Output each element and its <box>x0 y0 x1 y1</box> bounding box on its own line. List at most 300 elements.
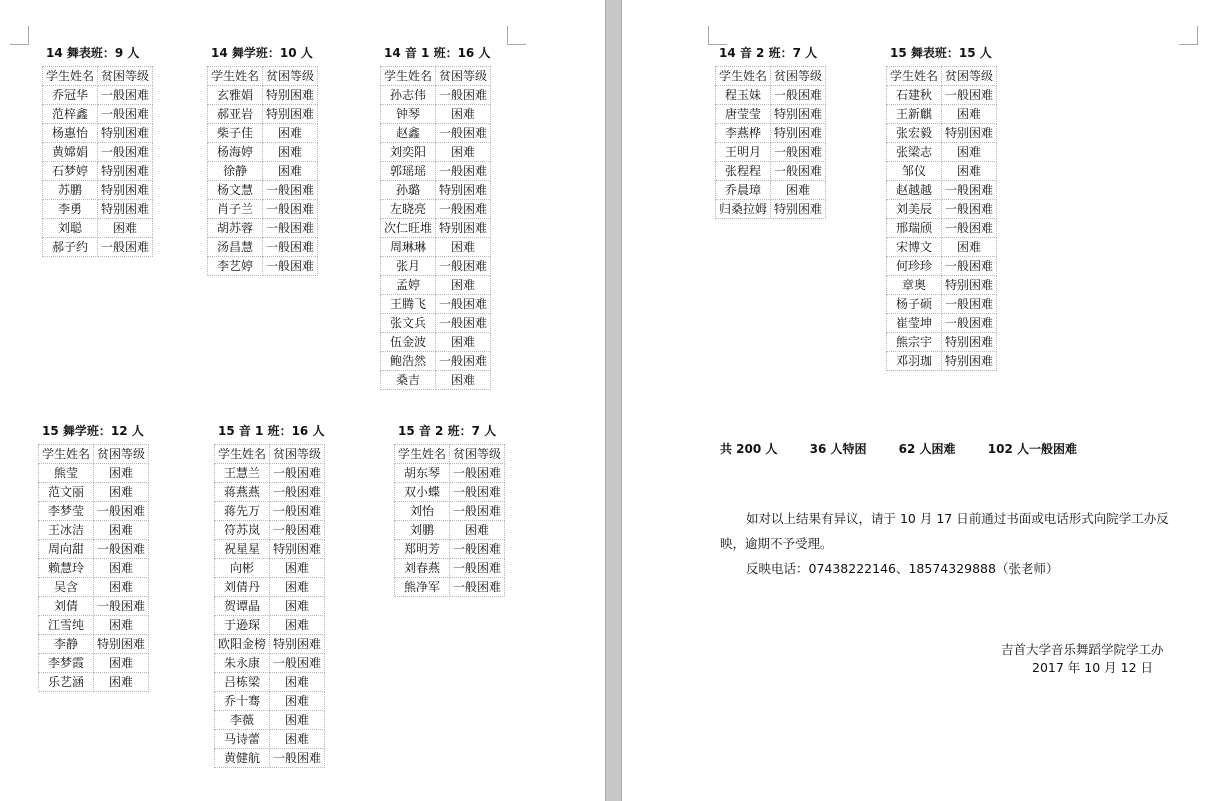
summary-line <box>720 440 1105 457</box>
poverty-level-cell: 困难 <box>942 238 997 257</box>
table-row <box>887 333 997 352</box>
student-name-cell: 欧阳金榜 <box>215 635 270 654</box>
poverty-level-cell: 特别困难 <box>98 124 153 143</box>
table-row <box>381 238 491 257</box>
header-poverty-level: 贫困等级 <box>94 445 149 464</box>
student-name-cell: 邓羽珈 <box>887 352 942 371</box>
student-name-cell: 柴子佳 <box>208 124 263 143</box>
student-name-cell: 章奥 <box>887 276 942 295</box>
poverty-level-cell: 一般困难 <box>450 464 505 483</box>
document-page-right <box>622 0 1222 801</box>
header-poverty-level: 贫困等级 <box>450 445 505 464</box>
student-name-cell: 鲍浩然 <box>381 352 436 371</box>
table-row <box>215 711 325 730</box>
poverty-level-cell: 一般困难 <box>263 181 318 200</box>
student-name-cell: 王腾飞 <box>381 295 436 314</box>
poverty-level-cell: 一般困难 <box>270 483 325 502</box>
poverty-level-cell: 特别困难 <box>942 276 997 295</box>
table-row <box>208 124 318 143</box>
student-name-cell: 左晓亮 <box>381 200 436 219</box>
student-name-cell: 杨海婷 <box>208 143 263 162</box>
poverty-level-cell: 困难 <box>942 162 997 181</box>
table-row <box>381 181 491 200</box>
table-row <box>716 124 826 143</box>
table-row <box>208 238 318 257</box>
table-row <box>887 238 997 257</box>
poverty-level-cell: 困难 <box>94 464 149 483</box>
poverty-level-cell: 困难 <box>263 143 318 162</box>
student-name-cell: 熊净军 <box>395 578 450 597</box>
table-row <box>215 502 325 521</box>
student-name-cell: 乔冠华 <box>43 86 98 105</box>
poverty-level-cell: 一般困难 <box>771 143 826 162</box>
poverty-level-cell: 一般困难 <box>436 86 491 105</box>
summary-hard: 62 人困难 <box>898 442 956 456</box>
table-row <box>887 352 997 371</box>
roster-table <box>38 444 149 692</box>
poverty-level-cell: 一般困难 <box>450 540 505 559</box>
table-row <box>39 502 149 521</box>
student-name-cell: 刘奕阳 <box>381 143 436 162</box>
student-name-cell: 吴含 <box>39 578 94 597</box>
student-name-cell: 刘倩 <box>39 597 94 616</box>
poverty-level-cell: 困难 <box>98 219 153 238</box>
class-block-15-dance-study <box>38 422 149 692</box>
header-poverty-level: 贫困等级 <box>942 67 997 86</box>
student-name-cell: 石建秋 <box>887 86 942 105</box>
poverty-level-cell: 困难 <box>270 711 325 730</box>
table-row <box>381 333 491 352</box>
student-name-cell: 汤昌慧 <box>208 238 263 257</box>
poverty-level-cell: 一般困难 <box>436 352 491 371</box>
class-title: 15 音 2 班：7 人 <box>398 424 497 438</box>
table-row <box>381 200 491 219</box>
student-name-cell: 孙志伟 <box>381 86 436 105</box>
student-name-cell: 刘聪 <box>43 219 98 238</box>
header-poverty-level: 贫困等级 <box>771 67 826 86</box>
table-row <box>215 730 325 749</box>
table-row <box>716 200 826 219</box>
table-row <box>381 295 491 314</box>
student-name-cell: 郭瑶瑶 <box>381 162 436 181</box>
class-block-14-dance-study <box>207 44 318 276</box>
student-name-cell: 黄嫦娟 <box>43 143 98 162</box>
table-row <box>716 105 826 124</box>
class-title: 14 音 2 班：7 人 <box>719 46 818 60</box>
student-name-cell: 李梦霞 <box>39 654 94 673</box>
poverty-level-cell: 困难 <box>436 371 491 390</box>
poverty-level-cell: 一般困难 <box>98 143 153 162</box>
poverty-level-cell: 一般困难 <box>436 124 491 143</box>
class-block-15-music-1 <box>214 422 325 768</box>
table-row <box>887 105 997 124</box>
poverty-level-cell: 困难 <box>436 238 491 257</box>
table-row <box>887 200 997 219</box>
notice-paragraph <box>720 506 1190 581</box>
table-row <box>39 578 149 597</box>
table-header-row <box>43 67 153 86</box>
student-name-cell: 吕栋梁 <box>215 673 270 692</box>
student-name-cell: 蒋燕燕 <box>215 483 270 502</box>
table-row <box>215 483 325 502</box>
student-name-cell: 孟婷 <box>381 276 436 295</box>
poverty-level-cell: 困难 <box>270 578 325 597</box>
poverty-level-cell: 一般困难 <box>942 314 997 333</box>
table-row <box>887 219 997 238</box>
poverty-level-cell: 困难 <box>942 105 997 124</box>
table-row <box>381 162 491 181</box>
summary-total: 共 200 人 <box>720 442 778 456</box>
table-row <box>381 86 491 105</box>
table-row <box>215 654 325 673</box>
table-row <box>39 635 149 654</box>
table-row <box>43 143 153 162</box>
poverty-level-cell: 困难 <box>270 730 325 749</box>
table-row <box>381 105 491 124</box>
student-name-cell: 何珍珍 <box>887 257 942 276</box>
header-student-name: 学生姓名 <box>887 67 942 86</box>
poverty-level-cell: 一般困难 <box>436 200 491 219</box>
roster-table <box>380 66 491 390</box>
poverty-level-cell: 一般困难 <box>270 521 325 540</box>
poverty-level-cell: 一般困难 <box>450 483 505 502</box>
poverty-level-cell: 困难 <box>94 578 149 597</box>
header-student-name: 学生姓名 <box>381 67 436 86</box>
table-row <box>215 635 325 654</box>
student-name-cell: 徐静 <box>208 162 263 181</box>
poverty-level-cell: 困难 <box>94 616 149 635</box>
student-name-cell: 熊莹 <box>39 464 94 483</box>
poverty-level-cell: 困难 <box>942 143 997 162</box>
table-row <box>39 540 149 559</box>
table-row <box>208 219 318 238</box>
table-row <box>208 200 318 219</box>
table-header-row <box>381 67 491 86</box>
table-row <box>887 162 997 181</box>
student-name-cell: 范文丽 <box>39 483 94 502</box>
header-student-name: 学生姓名 <box>39 445 94 464</box>
table-row <box>381 143 491 162</box>
table-row <box>208 143 318 162</box>
poverty-level-cell: 一般困难 <box>436 257 491 276</box>
student-name-cell: 黄健航 <box>215 749 270 768</box>
table-row <box>39 654 149 673</box>
student-name-cell: 向彬 <box>215 559 270 578</box>
student-name-cell: 刘美辰 <box>887 200 942 219</box>
student-name-cell: 王明月 <box>716 143 771 162</box>
poverty-level-cell: 特别困难 <box>270 635 325 654</box>
table-row <box>208 181 318 200</box>
notice-line-2: 映，逾期不予受理。 <box>720 536 833 551</box>
student-name-cell: 周琳琳 <box>381 238 436 257</box>
poverty-level-cell: 特别困难 <box>771 105 826 124</box>
student-name-cell: 钟琴 <box>381 105 436 124</box>
table-row <box>395 540 505 559</box>
poverty-level-cell: 困难 <box>270 692 325 711</box>
poverty-level-cell: 一般困难 <box>942 295 997 314</box>
student-name-cell: 王冰洁 <box>39 521 94 540</box>
student-name-cell: 玄雅娟 <box>208 86 263 105</box>
poverty-level-cell: 一般困难 <box>263 200 318 219</box>
roster-table <box>394 444 505 597</box>
student-name-cell: 孙璐 <box>381 181 436 200</box>
table-header-row <box>39 445 149 464</box>
poverty-level-cell: 困难 <box>270 673 325 692</box>
class-title: 15 舞学班：12 人 <box>42 424 144 438</box>
poverty-level-cell: 一般困难 <box>436 295 491 314</box>
table-row <box>215 464 325 483</box>
table-row <box>381 276 491 295</box>
student-name-cell: 于逊琛 <box>215 616 270 635</box>
table-row <box>43 238 153 257</box>
class-block-14-music-1 <box>380 44 491 390</box>
poverty-level-cell: 一般困难 <box>436 162 491 181</box>
table-row <box>381 219 491 238</box>
student-name-cell: 祝星星 <box>215 540 270 559</box>
header-poverty-level: 贫困等级 <box>270 445 325 464</box>
poverty-level-cell: 困难 <box>436 105 491 124</box>
class-title: 15 音 1 班：16 人 <box>218 424 325 438</box>
student-name-cell: 蒋先万 <box>215 502 270 521</box>
signature-org: 吉首大学音乐舞蹈学院学工办 <box>1001 642 1164 657</box>
student-name-cell: 石梦婷 <box>43 162 98 181</box>
poverty-level-cell: 困难 <box>450 521 505 540</box>
poverty-level-cell: 特别困难 <box>98 181 153 200</box>
poverty-level-cell: 一般困难 <box>94 540 149 559</box>
table-row <box>39 559 149 578</box>
table-row <box>215 673 325 692</box>
poverty-level-cell: 困难 <box>263 162 318 181</box>
crop-mark-top-right <box>507 26 526 45</box>
class-block-15-dance-performance <box>886 44 997 371</box>
table-header-row <box>716 67 826 86</box>
student-name-cell: 伍金波 <box>381 333 436 352</box>
table-row <box>887 143 997 162</box>
crop-mark-top-right-right-page <box>1179 26 1198 45</box>
poverty-level-cell: 一般困难 <box>263 219 318 238</box>
student-name-cell: 张月 <box>381 257 436 276</box>
table-row <box>381 352 491 371</box>
table-row <box>716 162 826 181</box>
table-row <box>215 597 325 616</box>
table-row <box>716 143 826 162</box>
poverty-level-cell: 特别困难 <box>94 635 149 654</box>
poverty-level-cell: 困难 <box>270 597 325 616</box>
notice-phone: 反映电话：07438222146、18574329888（张老师） <box>746 561 1059 576</box>
student-name-cell: 张梁志 <box>887 143 942 162</box>
table-row <box>43 162 153 181</box>
notice-line-1: 如对以上结果有异议，请于 10 月 17 日前通过书面或电话形式向院学工办反 <box>746 511 1169 526</box>
table-row <box>39 597 149 616</box>
document-page-left <box>0 0 605 801</box>
poverty-level-cell: 困难 <box>94 559 149 578</box>
table-row <box>208 257 318 276</box>
crop-mark-top-left <box>10 26 29 45</box>
table-header-row <box>208 67 318 86</box>
page-gutter <box>605 0 622 801</box>
table-row <box>208 162 318 181</box>
student-name-cell: 王新麒 <box>887 105 942 124</box>
header-student-name: 学生姓名 <box>395 445 450 464</box>
student-name-cell: 郑明芳 <box>395 540 450 559</box>
roster-table <box>42 66 153 257</box>
student-name-cell: 张程程 <box>716 162 771 181</box>
table-row <box>395 502 505 521</box>
poverty-level-cell: 一般困难 <box>771 86 826 105</box>
student-name-cell: 次仁旺堆 <box>381 219 436 238</box>
crop-mark-top-left-right-page <box>708 26 727 45</box>
poverty-level-cell: 困难 <box>270 559 325 578</box>
table-row <box>43 219 153 238</box>
poverty-level-cell: 一般困难 <box>270 464 325 483</box>
header-student-name: 学生姓名 <box>716 67 771 86</box>
summary-general: 102 人一般困难 <box>987 442 1077 456</box>
poverty-level-cell: 特别困难 <box>263 105 318 124</box>
header-poverty-level: 贫困等级 <box>436 67 491 86</box>
student-name-cell: 郝亚岩 <box>208 105 263 124</box>
roster-table <box>886 66 997 371</box>
table-row <box>381 371 491 390</box>
table-row <box>208 105 318 124</box>
student-name-cell: 张宏毅 <box>887 124 942 143</box>
poverty-level-cell: 一般困难 <box>942 219 997 238</box>
roster-table <box>214 444 325 768</box>
poverty-level-cell: 特别困难 <box>98 200 153 219</box>
student-name-cell: 邹仪 <box>887 162 942 181</box>
table-row <box>39 616 149 635</box>
class-block-15-music-2 <box>394 422 505 597</box>
student-name-cell: 刘春燕 <box>395 559 450 578</box>
student-name-cell: 杨惠怡 <box>43 124 98 143</box>
table-row <box>39 464 149 483</box>
poverty-level-cell: 一般困难 <box>98 238 153 257</box>
table-row <box>887 276 997 295</box>
student-name-cell: 贺谭晶 <box>215 597 270 616</box>
student-name-cell: 刘怡 <box>395 502 450 521</box>
table-row <box>887 257 997 276</box>
class-title: 15 舞表班：15 人 <box>890 46 992 60</box>
table-row <box>887 124 997 143</box>
student-name-cell: 赵越越 <box>887 181 942 200</box>
poverty-level-cell: 特别困难 <box>270 540 325 559</box>
poverty-level-cell: 一般困难 <box>942 200 997 219</box>
poverty-level-cell: 一般困难 <box>450 502 505 521</box>
student-name-cell: 熊宗宇 <box>887 333 942 352</box>
student-name-cell: 唐莹莹 <box>716 105 771 124</box>
poverty-level-cell: 困难 <box>94 654 149 673</box>
table-header-row <box>395 445 505 464</box>
student-name-cell: 赵鑫 <box>381 124 436 143</box>
student-name-cell: 张文兵 <box>381 314 436 333</box>
student-name-cell: 杨子硕 <box>887 295 942 314</box>
table-row <box>215 578 325 597</box>
header-student-name: 学生姓名 <box>208 67 263 86</box>
poverty-level-cell: 特别困难 <box>942 124 997 143</box>
signature-date: 2017 年 10 月 12 日 <box>1032 660 1153 675</box>
student-name-cell: 邢瑞颀 <box>887 219 942 238</box>
table-row <box>43 86 153 105</box>
class-title: 14 舞表班：9 人 <box>46 46 140 60</box>
table-row <box>395 483 505 502</box>
student-name-cell: 刘倩丹 <box>215 578 270 597</box>
poverty-level-cell: 一般困难 <box>270 654 325 673</box>
poverty-level-cell: 困难 <box>94 673 149 692</box>
poverty-level-cell: 一般困难 <box>270 749 325 768</box>
student-name-cell: 李静 <box>39 635 94 654</box>
header-poverty-level: 贫困等级 <box>263 67 318 86</box>
student-name-cell: 程玉妹 <box>716 86 771 105</box>
poverty-level-cell: 一般困难 <box>942 181 997 200</box>
roster-table <box>207 66 318 276</box>
table-row <box>395 559 505 578</box>
table-row <box>39 521 149 540</box>
table-row <box>43 181 153 200</box>
poverty-level-cell: 困难 <box>94 521 149 540</box>
student-name-cell: 苏鹏 <box>43 181 98 200</box>
table-row <box>215 749 325 768</box>
student-name-cell: 乔晨璋 <box>716 181 771 200</box>
student-name-cell: 李燕桦 <box>716 124 771 143</box>
table-row <box>395 464 505 483</box>
poverty-level-cell: 特别困难 <box>942 333 997 352</box>
poverty-level-cell: 一般困难 <box>263 257 318 276</box>
student-name-cell: 李艺婷 <box>208 257 263 276</box>
poverty-level-cell: 一般困难 <box>436 314 491 333</box>
student-name-cell: 赖慧玲 <box>39 559 94 578</box>
table-row <box>215 559 325 578</box>
poverty-level-cell: 特别困难 <box>771 200 826 219</box>
student-name-cell: 崔莹坤 <box>887 314 942 333</box>
table-header-row <box>887 67 997 86</box>
student-name-cell: 朱永康 <box>215 654 270 673</box>
table-row <box>887 295 997 314</box>
poverty-level-cell: 一般困难 <box>942 257 997 276</box>
roster-table <box>715 66 826 219</box>
table-row <box>43 105 153 124</box>
student-name-cell: 胡苏蓉 <box>208 219 263 238</box>
poverty-level-cell: 一般困难 <box>98 86 153 105</box>
poverty-level-cell: 一般困难 <box>94 502 149 521</box>
table-row <box>215 540 325 559</box>
poverty-level-cell: 一般困难 <box>942 86 997 105</box>
table-row <box>887 314 997 333</box>
class-title: 14 舞学班：10 人 <box>211 46 313 60</box>
header-student-name: 学生姓名 <box>215 445 270 464</box>
table-row <box>716 86 826 105</box>
student-name-cell: 李梦莹 <box>39 502 94 521</box>
student-name-cell: 范梓鑫 <box>43 105 98 124</box>
header-student-name: 学生姓名 <box>43 67 98 86</box>
table-row <box>215 616 325 635</box>
poverty-level-cell: 一般困难 <box>270 502 325 521</box>
table-row <box>215 521 325 540</box>
poverty-level-cell: 一般困难 <box>450 559 505 578</box>
header-poverty-level: 贫困等级 <box>98 67 153 86</box>
student-name-cell: 马诗蕾 <box>215 730 270 749</box>
class-block-14-dance-performance <box>42 44 153 257</box>
poverty-level-cell: 特别困难 <box>98 162 153 181</box>
student-name-cell: 桑吉 <box>381 371 436 390</box>
poverty-level-cell: 困难 <box>94 483 149 502</box>
student-name-cell: 双小蝶 <box>395 483 450 502</box>
student-name-cell: 周向甜 <box>39 540 94 559</box>
table-row <box>887 86 997 105</box>
poverty-level-cell: 特别困难 <box>436 181 491 200</box>
table-row <box>381 314 491 333</box>
summary-special: 36 人特困 <box>809 442 867 456</box>
student-name-cell: 符苏岚 <box>215 521 270 540</box>
poverty-level-cell: 一般困难 <box>450 578 505 597</box>
